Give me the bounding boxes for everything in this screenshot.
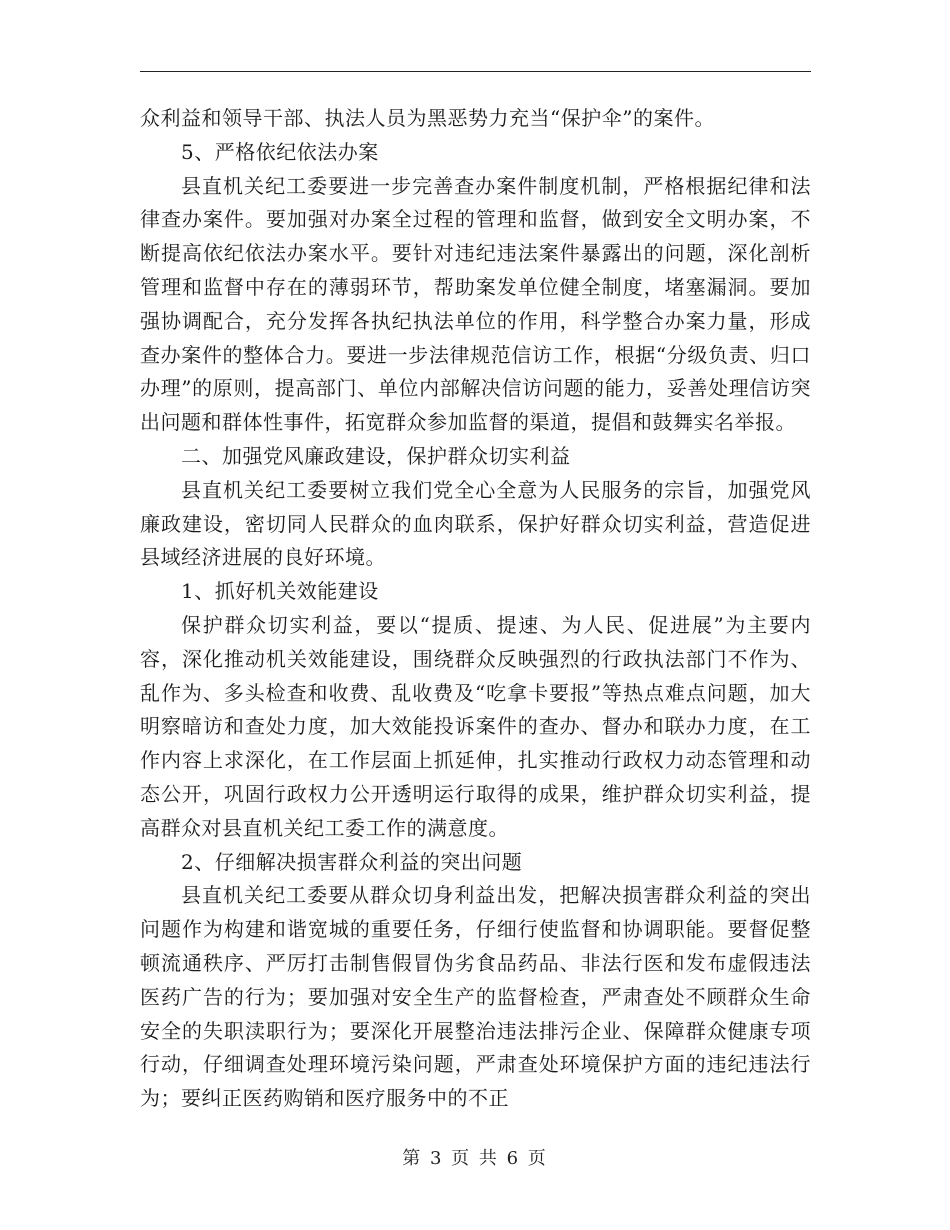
subsection-heading-1: 1、抓好机关效能建设 [181, 579, 379, 604]
section-heading-5: 5、严格依纪依法办案 [181, 139, 379, 164]
section-heading-2: 二、加强党风廉政建设，保护群众切实利益 [181, 443, 571, 468]
subsection-heading-2: 2、仔细解决损害群众利益的突出问题 [181, 849, 523, 874]
page-number-footer: 第 3 页 共 6 页 [402, 1148, 548, 1169]
paragraph-continuation: 众利益和领导干部、执法人员为黑恶势力充当“保护伞”的案件。 [140, 106, 715, 130]
document-body [140, 102, 811, 1116]
paragraph: 县直机关纪工委要进一步完善查办案件制度机制，严格根据纪律和法律查办案件。要加强对办案全过程的管理和监督，做到安全文明办案，不断提高依纪依法办案水平。要针对违纪违法案件暴露出的问题，深化剖析管理和监督中存在的薄弱环节，帮助案发单位健全制度，堵塞漏洞。要加强协调配合，充分发挥各执纪执法单位的作用，科学整合办案力量，形成查办案件的整体合力。要进一步法律规范信访工作，根据“分级负责、归口办理”的原则，提高部门、单位内部解决信访问题的能力，妥善处理信访突出问题和群体性事件，拓宽群众参加监督的渠道，提倡和鼓舞实名举报。 [140, 173, 811, 435]
header-rule [140, 71, 811, 72]
paragraph: 保护群众切实利益，要以“提质、提速、为人民、促进展”为主要内容，深化推动机关效能建设，围绕群众反映强烈的行政执法部门不作为、乱作为、多头检查和收费、乱收费及“吃拿卡要报”等热点难点问题，加大明察暗访和查处力度，加大效能投诉案件的查办、督办和联办力度，在工作内容上求深化，在工作层面上抓延伸，扎实推动行政权力动态管理和动态公开，巩固行政权力公开透明运行取得的成果，维护群众切实利益，提高群众对县直机关纪工委工作的满意度。 [140, 612, 811, 840]
paragraph: 县直机关纪工委要从群众切身利益出发，把解决损害群众利益的突出问题作为构建和谐宽城的重要任务，仔细行使监督和协调职能。要督促整顿流通秩序、严厉打击制售假冒伪劣食品药品、非法行医和发布虚假违法医药广告的行为；要加强对安全生产的监督检查，严肃查处不顾群众生命安全的失职渎职行为；要深化开展整治违法排污企业、保障群众健康专项行动，仔细调查处理环境污染问题，严肃查处环境保护方面的违纪违法行为；要纠正医药购销和医疗服务中的不正 [140, 883, 811, 1111]
paragraph: 县直机关纪工委要树立我们党全心全意为人民服务的宗旨，加强党风廉政建设，密切同人民群众的血肉联系，保护好群众切实利益，营造促进县域经济进展的良好环境。 [140, 477, 811, 570]
